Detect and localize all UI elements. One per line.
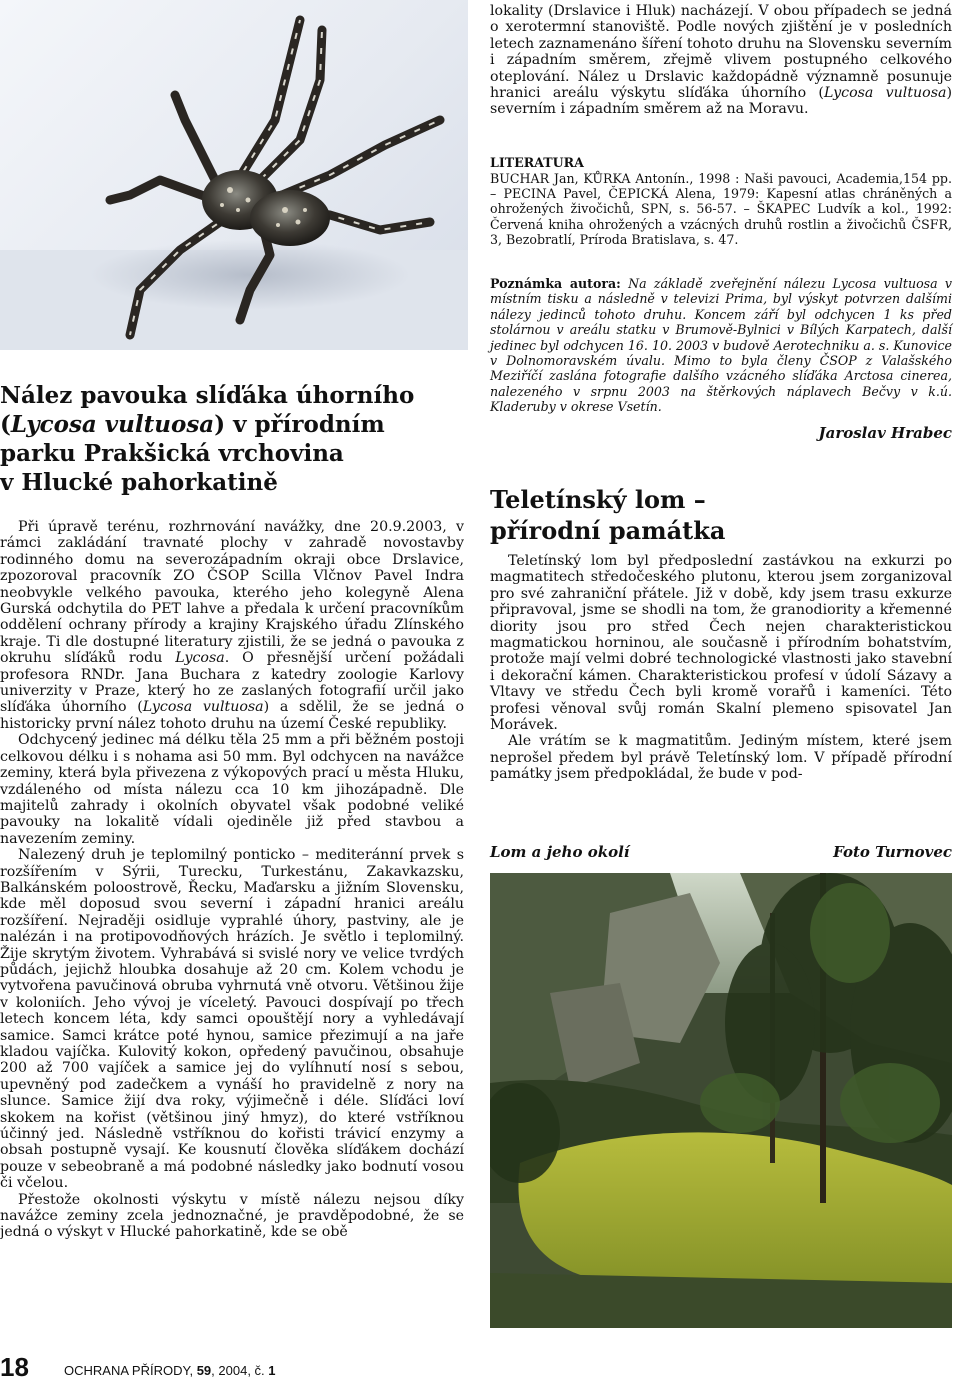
right-body-p2: Ale vrátím se k magmatitům. Jediným místem, které jsem neprošel předem byl právě Teletínský lom. V případě přírodní památky jsem předpokládal, že bude v pod- [490, 733, 952, 783]
right-article-title [490, 484, 952, 546]
journal-year: , 2004, č. [211, 1363, 265, 1378]
literature-section [490, 155, 952, 247]
left-body-p3: Nalezený druh je teplomilný ponticko – mediteránní prvek s rozšířením v Sýrii, Turecku, Turkestánu, Zakavkazsku, Balkánském poloostrově, Řecku, Maďarsku a jižním Slovensku, kde měl doposud svou severní i západní hranici areálu rozšíření. Nejraději osidluje vyprahlé úhory, pastviny, ale je nalézán i na protipovodňových hrázích. Je světlo i teplomilný. Žije skrytým životem. Vyhrabává si svislé nory ve velice tvrdých půdách, jejichž hloubka dosahuje až 20 cm. Kolem vchodu je vytvořena pavučinová obruba vyhrnutá vně otvoru. Většinou žije v koloniích. Jeho vývoj je víceletý. Pavouci dospívají po třech letech koncem léta, kdy samci opouštějí nory a vyhledávají samice. Samci krátce poté hynou, samice přezimují a na jaře kladou vajíčka. Kulovitý kokon, opředený pavučinou, obsahuje 200 až 700 vajíček a samice jej do vylíhnutí nosí s sebou, upevněný pod zadečkem a vynáší ho pravidelně z nory na slunce. Samice žijí dva roky, výjimečně i déle. Slíďáci loví skokem na kořist (většinou jiný hmyz), do které vstříknou účinný jed. Následně vstříknou do kořisti trávicí enzymy a obsah postupně vysají. Ke kousnutí člověka slíďákem dochází pouze v sebeobraně a má podobné následky jako bodnutí vosou či včelou. [0, 847, 464, 1192]
right-article-body [490, 553, 952, 783]
left-article-body [0, 519, 464, 1241]
species-name: Lycosa [175, 650, 225, 667]
photo-caption-left: Lom a jeho okolí [490, 843, 630, 861]
left-title-line1: Nález pavouka slíďáka úhorního [0, 382, 415, 409]
left-body-p4: Přestože okolnosti výskytu v místě nálezu nejsou díky navážce zeminy zcela jednoznačné, je pravděpodobné, že se jedná o výskyt v Hlucké pahorkatině, kde se obě [0, 1191, 464, 1241]
left-title-line4: v Hlucké pahorkatině [0, 469, 278, 496]
right-body-p1: Teletínský lom byl předposlední zastávkou na exkurzi po magmatitech středočeského plutonu, kterou jsem zorganizoval pro své zahraniční přátele. Již v době, kdy jsem trasu exkurze připravoval, jsme se shodli na tom, že granodiority a křemenné diority jsou pro střed Čech nejen charakteristickou magmatickou horninou, ale současně i přírodním bohatstvím, protože mají velmi dobré technologické vlastnosti jako stavební i dekorační kámen. Charakteristickou profesí v údolí Sázavy a Vltavy ve středu Čech byli kromě vorařů i kameníci. Této profesi věnoval svůj román Skalní plemeno spisovatel Jan Morávek. [490, 553, 952, 734]
author-note [490, 276, 952, 415]
author-note-text: Na základě zveřejnění nálezu Lycosa vultuosa v místním tisku a následně v televizi Prima, byl výskyt potvrzen dalšími nálezy jedinců tohoto druhu. Koncem září byl odchycen 1 ks před stolárnou v areálu statku v Brumově-Bylnici v Bílých Karpatech, další jedinec byl odchycen 16. 10. 2003 v budově Aerotechniku a. s. Kunovice v Dolnomoravském úvalu. Mimo to byla členy ČSOP z Valašského Meziříčí zaslána fotografie dalšího vzácného slíďáka Arctosa cinerea, nalezeného v srpnu 2003 na štěrkových náplavech Bečvy v k.ú. Kladeruby v okrese Vsetín. [490, 276, 952, 415]
text-run: . O přesnější určení požádali profesora RNDr. Jana Buchara z katedry zoologie Karlovy univerzity v Praze, který ho ze zaslaných fotografií určil jako slíďáka úhorního ( [0, 650, 464, 716]
page-number: 18 [0, 1352, 29, 1382]
text-run: lokality (Drslavice i Hluk) nacházejí. V obou případech se jedná o xerotermní stanoviště. Podle nových zjištění je v posledních letech zaznamenáno šíření tohoto druhu na Slovensku severním i západním směrem, zřejmě vlivem postupného celkového oteplování. Nález u Drslavic každopádně významně posunuje hranici areálu výskytu slíďáka úhorního ( [490, 3, 952, 102]
text-run: ) severním i západním směrem až na Moravu. [490, 85, 952, 118]
left-body-p2: Odchycený jedinec má délku těla 25 mm a při běžném postoji celkovou délku i s nohama asi 50 mm. Byl odchycen na navážce zeminy, která byla přivezena z výkopových prací u města Hluku, vzdáleného od místa nálezu cca 10 km jihozápadně. Dle majitelů zahrady i okolních obyvatel však podobné veliké pavouky na lokalitě vídali ojediněle již před stavbou a navezením zeminy. [0, 732, 464, 847]
literature-heading: LITERATURA [490, 155, 584, 170]
quarry-photo [490, 873, 952, 1328]
left-title-line2-pre: ( [0, 411, 11, 438]
journal-info [64, 1363, 276, 1378]
left-body-p1 [0, 519, 464, 732]
journal-issue: 1 [268, 1363, 276, 1378]
right-continued-text [490, 3, 952, 118]
species-name: Lycosa vultuosa [823, 85, 947, 102]
right-title-line1: Teletínský lom – [490, 485, 706, 514]
journal-name: OCHRANA PŘÍRODY, [64, 1363, 194, 1378]
left-title-line2 [0, 410, 468, 439]
text-run: Při úpravě terénu, rozhrnování navážky, dne 20.9.2003, v rámci zakládání travnaté plochy v zahradě novostavby rodinného domu na severozápadním okraji obce Drslavice, zpozoroval pracovník ZO ČSOP Scilla Vlčnov Pavel Indra neobvykle velkého pavouka, kterého jeho kolegyně Alena Gurská odchytila do PET lahve a předala k určení pracovníkům oddělení ochrany přírody a krajiny Krajského úřadu Zlínského kraje. Ti dle dostupné literatury zjistili, že se jedná o pavouka z okruhu slíďáků rodu [0, 519, 464, 667]
literature-entry: BUCHAR Jan, KŮRKA Antonín., 1998 : Naši pavouci, Academia,154 pp. – PECINA Pavel, ČEPICKÁ Alena, 1979: Kapesní atlas chráněných a ohrožených živočichů, SPN, s. 56-57. – ŠKAPEC Ludvík a kol., 1992: Červená kniha ohrožených a vzácných druhů rostlin a živočichů ČSFR, 3, Bezobratlí, Príroda Bratislava, s. 47. [490, 171, 952, 247]
left-title-line2-post: ) v přírodním [214, 411, 385, 438]
author-signature: Jaroslav Hrabec [818, 424, 952, 442]
spider-photo [0, 0, 468, 350]
text-run: ) a sdělil, že se jedná o historicky první nález tohoto druhu na území České republiky. [0, 699, 465, 732]
left-title-species: Lycosa vultuosa [10, 411, 215, 438]
left-title-line3: parku Prakšická vrchovina [0, 440, 344, 467]
journal-volume: 59 [196, 1363, 212, 1378]
right-title-line2: přírodní památka [490, 516, 726, 545]
page-footer [0, 1352, 500, 1380]
left-article-title [0, 381, 468, 497]
right-top-paragraph [490, 3, 952, 118]
photo-caption-right: Foto Turnovec [833, 843, 952, 861]
species-name: Lycosa vultuosa [142, 699, 264, 716]
author-note-label: Poznámka autora: [490, 276, 621, 291]
